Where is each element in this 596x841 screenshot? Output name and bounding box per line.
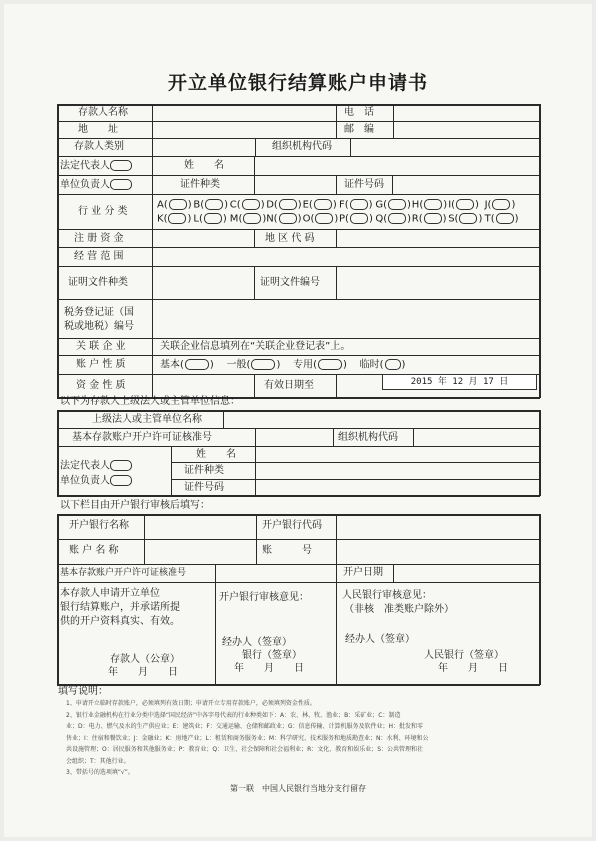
pboc-seal: 人民银行（签章） (424, 650, 504, 661)
pboc-handler: 经办人（签章） (345, 634, 415, 645)
note-line: 共设施管理；O：居民服务和其他服务业；P：教育业；Q：卫生、社会保障和社会福利业；R：文化、教育和娱乐业；S：公共管理和社 (66, 746, 424, 753)
label-id-no: 证件号码 (344, 179, 384, 190)
industry-checkbox[interactable] (243, 213, 261, 224)
industry-code-J[interactable]: J( ) (484, 199, 516, 211)
industry-code-F[interactable]: F( ) (339, 199, 373, 211)
pboc-date: 年 月 日 (438, 663, 508, 674)
label-business-scope: 经 营 范 围 (74, 251, 124, 262)
label-parent-name-field: 姓 名 (196, 449, 236, 460)
label-address: 地 址 (78, 124, 118, 135)
label-reg-capital: 注 册 资 金 (74, 233, 124, 244)
label-account-no: 账 号 (262, 545, 312, 556)
industry-checkbox[interactable] (388, 199, 406, 210)
industry-code-H[interactable]: H( ) (411, 199, 448, 211)
note-line: 2、银行业金融机构在行业分类中选择“国民经济”中各字母代表的行业种类如下：A：农、林、牧、渔业；B：采矿业；C：制造 (66, 711, 401, 719)
industry-code-S[interactable]: S( ) (448, 213, 483, 225)
label-parent-id-no: 证件号码 (184, 482, 224, 493)
industry-checkbox[interactable] (459, 213, 477, 224)
industry-checkbox[interactable] (169, 199, 187, 210)
note-line: 1、申请开立临时存款账户，必须填列有效日期；申请开立专用存款账户，必须填列资金性质。 (66, 700, 316, 707)
legal-rep-checkbox[interactable] (110, 160, 132, 171)
label-tax-reg-1: 税务登记证（国 (64, 307, 134, 318)
label-related: 关 联 企 业 (76, 341, 126, 352)
apply-text-1: 本存款人申请开立单位 (60, 588, 160, 599)
industry-checkbox[interactable] (279, 213, 297, 224)
notes-heading: 填写说明： (58, 686, 108, 697)
label-depositor-name: 存款人名称 (78, 107, 128, 118)
label-bank-code: 开户银行代码 (262, 520, 322, 531)
basic-checkbox[interactable] (185, 359, 209, 370)
industry-code-I[interactable]: I( ) (448, 199, 479, 211)
label-depositor-type: 存款人类别 (74, 141, 124, 152)
label-bank-name: 开户银行名称 (69, 520, 129, 531)
bank-handler: 经办人（签章） (222, 637, 292, 648)
label-org-code: 组织机构代码 (272, 141, 332, 152)
industry-code-Q[interactable]: Q( ) (375, 213, 412, 225)
temporary-checkbox[interactable] (385, 359, 401, 370)
industry-checkbox[interactable] (242, 199, 260, 210)
industry-code-T[interactable]: T( ) (484, 213, 519, 225)
bank-seal: 银行（签章） (242, 650, 302, 661)
industry-code-R[interactable]: R( ) (411, 213, 447, 225)
depositor-seal: 存款人（公章） (110, 654, 180, 665)
bank-date: 年 月 日 (234, 663, 304, 674)
note-line: 会组织；T：其他行业。 (66, 757, 130, 765)
notes-body (66, 698, 546, 779)
depositor-date: 年 月 日 (108, 667, 178, 678)
note-line: 业；D：电力、燃气及水的生产供应业；E：建筑业；F：交通运输、仓储和邮政业；G：信息传输、计算机服务及软件业；H：批发和零 (66, 723, 424, 730)
industry-checkbox[interactable] (492, 199, 510, 210)
industry-code-B[interactable]: B( ) (193, 199, 229, 211)
label-postcode: 邮 编 (344, 124, 374, 135)
label-parent-name: 上级法人或主管单位名称 (92, 414, 202, 425)
industry-checkbox[interactable] (424, 213, 442, 224)
valid-date-field[interactable]: 2015 年 12 月 17 日 (382, 374, 537, 390)
industry-code-C[interactable]: C( ) (229, 199, 265, 211)
label-bank-basic-permit: 基本存款账户开户许可证核准号 (60, 568, 187, 578)
industry-checkbox[interactable] (205, 199, 223, 210)
industry-code-N[interactable]: N( ) (266, 213, 302, 225)
apply-text-2: 银行结算账户，并承诺所提 (60, 602, 180, 613)
label-parent-legal-rep: 法定代表人 (60, 460, 132, 473)
bank-opinion: 开户银行审核意见： (219, 592, 309, 603)
industry-checkbox[interactable] (424, 199, 442, 210)
industry-code-L[interactable]: L( ) (193, 213, 227, 225)
pboc-opinion: 人民银行审核意见： (342, 590, 432, 601)
label-cert-no: 证明文件编号 (260, 277, 320, 288)
label-fund-nature: 资 金 性 质 (76, 380, 126, 391)
industry-checkbox[interactable] (350, 213, 368, 224)
label-tax-reg-2: 税或地税）编号 (64, 321, 134, 332)
form-title: 开立单位银行结算账户申请书 (167, 72, 428, 94)
industry-checkbox[interactable] (279, 199, 297, 210)
account-nature-options: 基本( ) 一般( ) 专用( ) 临时( ) (160, 359, 406, 371)
label-parent-org-code: 组织机构代码 (338, 432, 398, 443)
label-region-code: 地 区 代 码 (265, 233, 315, 244)
related-note: 关联企业信息填列在“关联企业登记表”上。 (160, 341, 351, 352)
unit-head-checkbox[interactable] (110, 179, 132, 190)
label-unit-head: 单位负责人 (60, 179, 132, 192)
label-id-type: 证件种类 (180, 179, 220, 190)
label-industry: 行 业 分 类 (78, 206, 128, 217)
label-parent-id-type: 证件种类 (184, 465, 224, 476)
general-checkbox[interactable] (251, 359, 275, 370)
industry-checkbox[interactable] (315, 213, 333, 224)
industry-checkbox[interactable] (496, 213, 514, 224)
special-checkbox[interactable] (318, 359, 342, 370)
label-valid-until: 有效日期至 (264, 380, 314, 391)
section3-header: 以下栏目由开户银行审核后填写： (60, 500, 210, 511)
industry-code-E[interactable]: E( ) (302, 199, 337, 211)
industry-code-A[interactable]: A( ) (157, 199, 192, 211)
label-basic-permit: 基本存款账户开户许可证核准号 (72, 432, 212, 443)
label-open-date: 开户日期 (343, 567, 383, 578)
pboc-note: （非核 准类账户除外） (344, 604, 454, 615)
industry-code-G[interactable]: G( ) (375, 199, 411, 211)
label-account-nature: 账 户 性 质 (76, 359, 126, 370)
industry-checkbox[interactable] (168, 213, 186, 224)
section2-header: 以下为存款人上级法人或主管单位信息： (60, 396, 240, 407)
parent-unit-head-checkbox[interactable] (110, 475, 132, 486)
industry-code-D[interactable]: D( ) (266, 199, 302, 211)
industry-code-O[interactable]: O( ) (302, 213, 339, 225)
label-parent-unit-head: 单位负责人 (60, 475, 132, 488)
label-phone: 电 话 (344, 107, 374, 118)
parent-legal-rep-checkbox[interactable] (110, 460, 132, 471)
industry-checkbox[interactable] (388, 213, 406, 224)
industry-code-K[interactable]: K( ) (157, 213, 192, 225)
label-legal-rep: 法定代表人 (60, 160, 132, 173)
apply-text-3: 供的开户资料真实、有效。 (60, 616, 180, 627)
note-line: 售业；I：住宿和餐饮业；J：金融业；K：房地产业；L：租赁和商务服务业；M：科学研究、技术服务和地质勘查业；N：水利、环境和公 (66, 734, 429, 742)
industry-checkbox[interactable] (350, 199, 368, 210)
industry-code-P[interactable]: P( ) (339, 213, 373, 225)
label-name: 姓 名 (184, 160, 224, 171)
industry-checkbox[interactable] (456, 199, 474, 210)
label-account-name: 账 户 名 称 (69, 545, 119, 556)
note-line: 3、带括号的选项填“√”。 (66, 769, 134, 776)
industry-checkbox[interactable] (204, 213, 222, 224)
industry-checkbox[interactable] (314, 199, 332, 210)
footer-copy-note: 第一联 中国人民银行当地分支行留存 (230, 784, 366, 793)
industry-code-M[interactable]: M( ) (229, 213, 267, 225)
label-cert-type: 证明文件种类 (68, 277, 128, 288)
